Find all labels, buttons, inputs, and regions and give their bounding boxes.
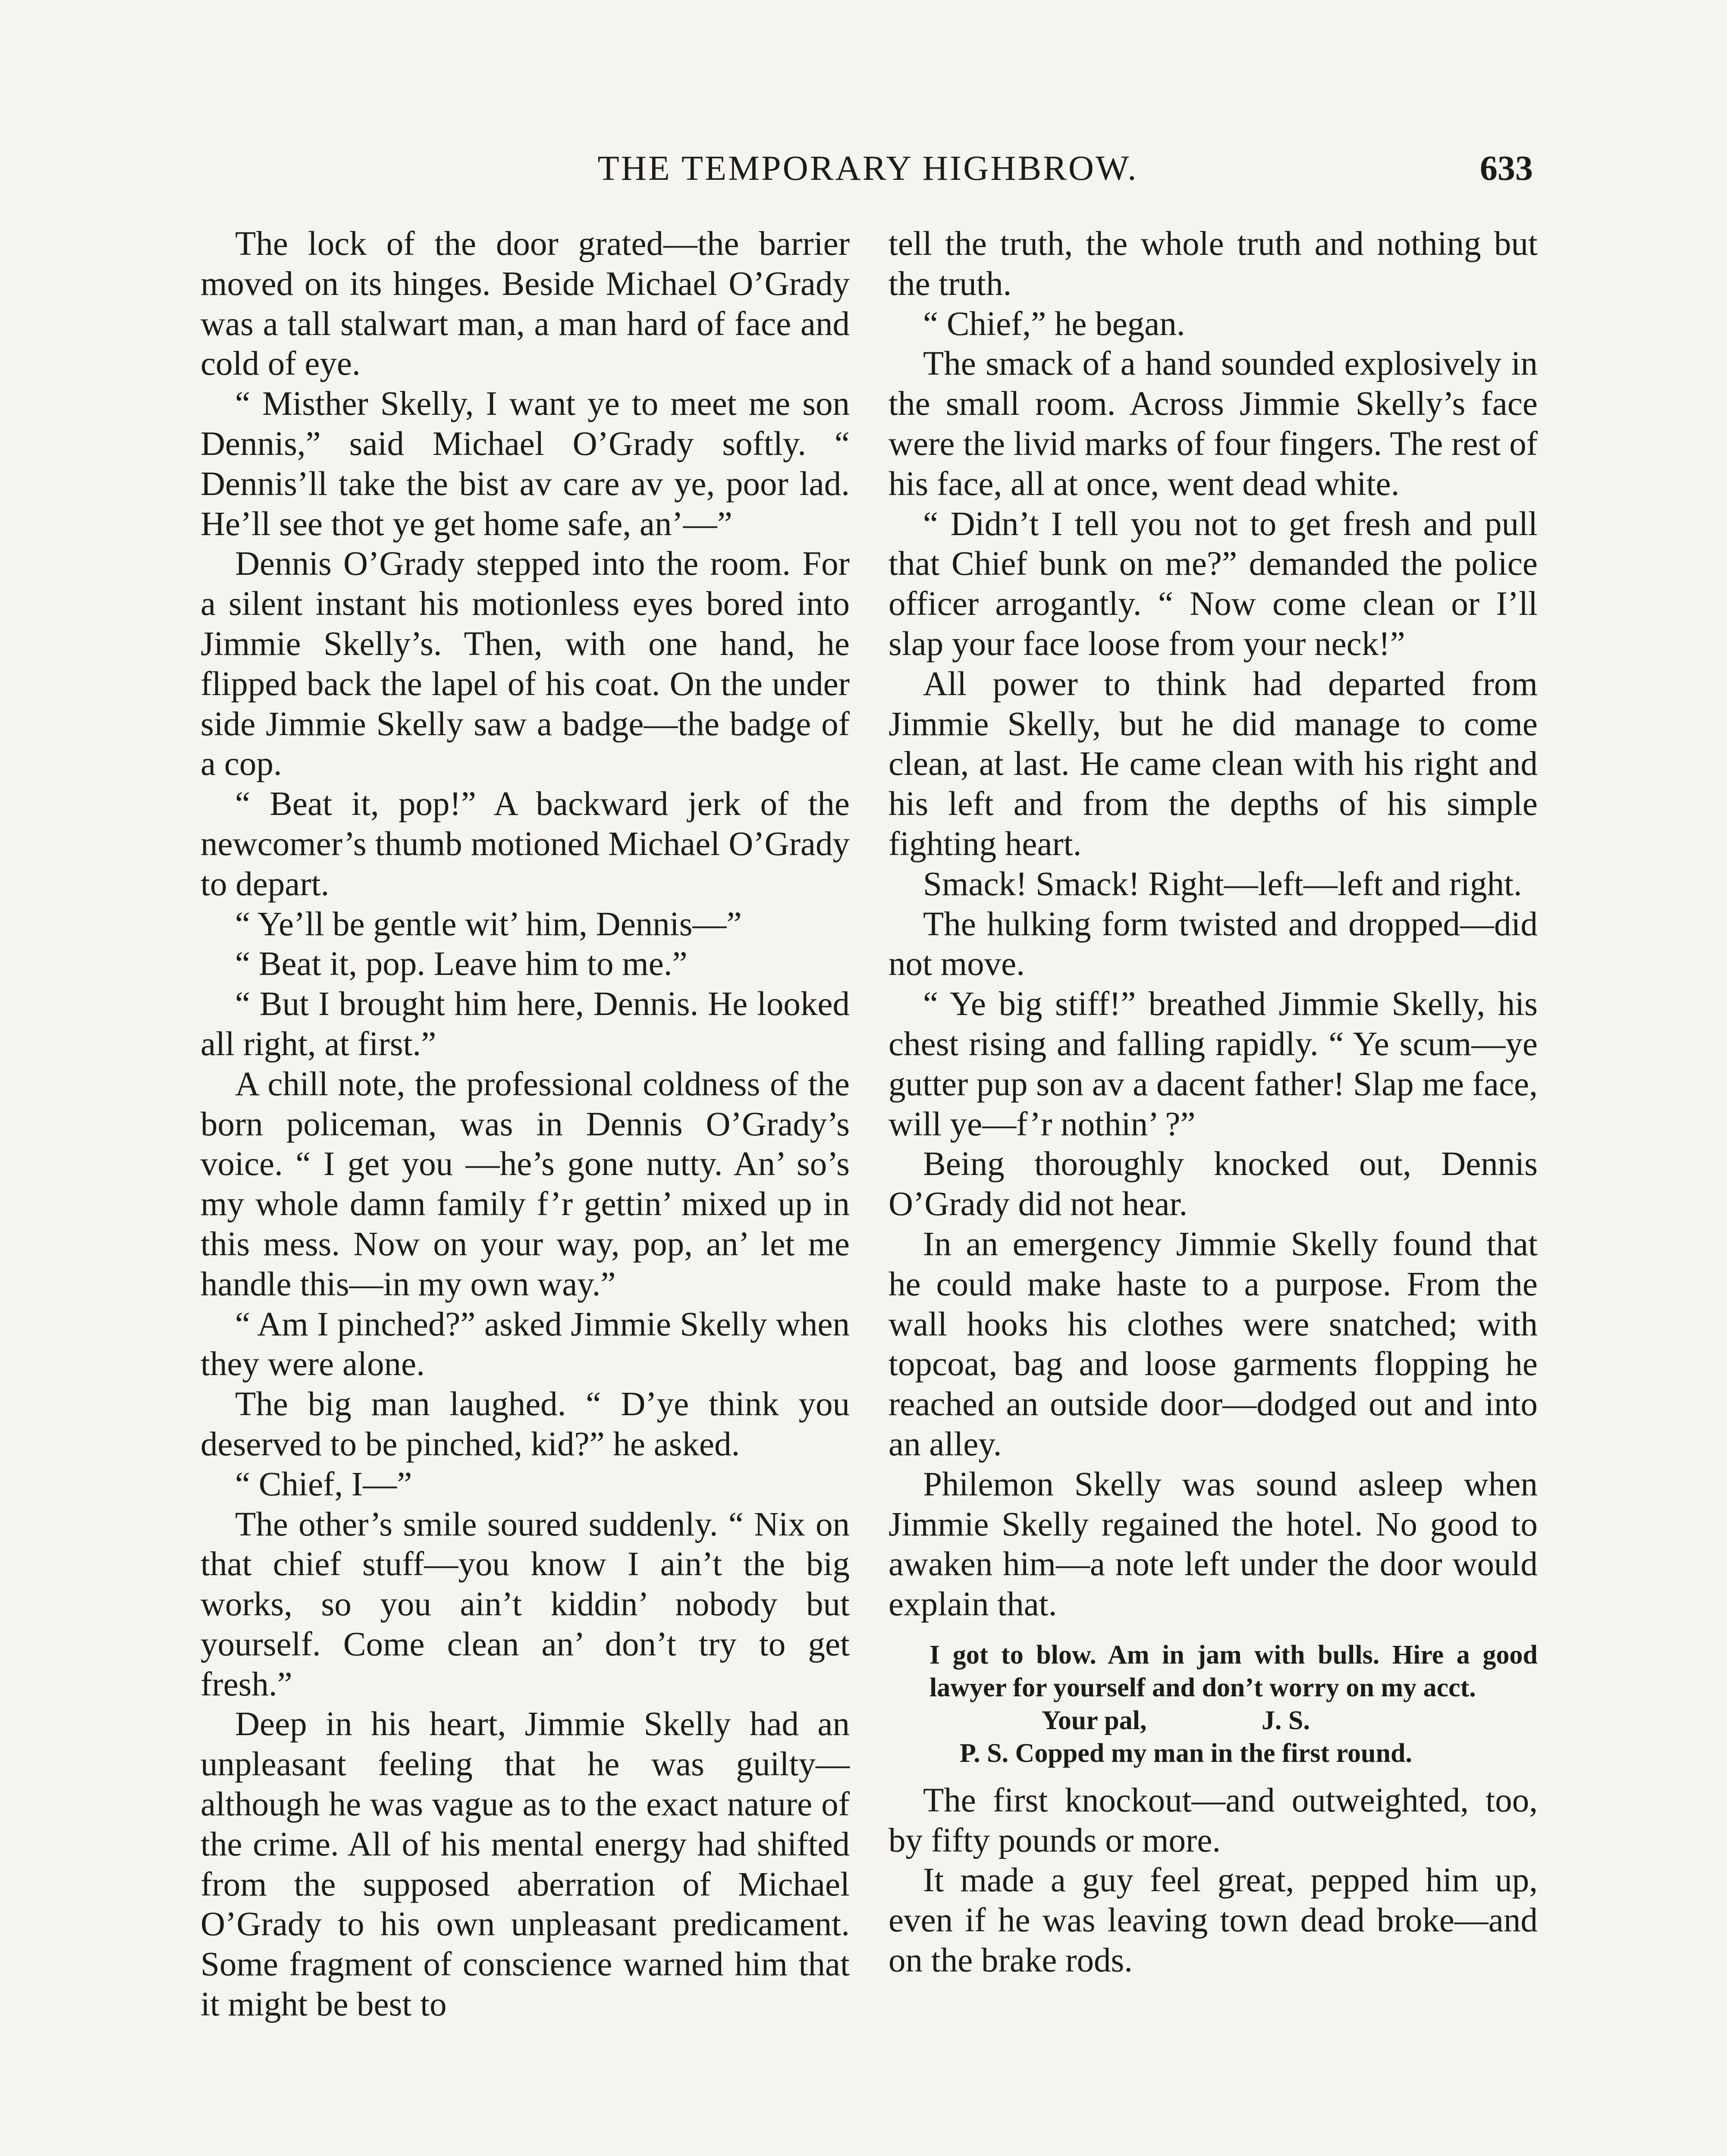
left-column [201, 224, 850, 2025]
running-title: THE TEMPORARY HIGHBROW. [597, 148, 1138, 188]
paragraph: “ Misther Skelly, I want ye to meet me son Dennis,” said Michael O’Grady softly. “ Dennis’ll take the bist av care av ye, poor lad. He’ll see thot ye get home safe, an’—” [201, 385, 850, 543]
paragraph: Being thoroughly knocked out, Dennis O’Grady did not hear. [889, 1145, 1538, 1223]
paragraph: The big man laughed. “ D’ye think you deserved to be pinched, kid?” he asked. [201, 1385, 850, 1463]
paragraph: The hulking form twisted and dropped—did not move. [889, 905, 1538, 983]
note-letter [929, 1639, 1538, 1770]
paragraph: “ Beat it, pop!” A backward jerk of the newcomer’s thumb motioned Michael O’Grady to depart. [201, 785, 850, 903]
note-sign-left: Your pal, [1042, 1705, 1147, 1735]
paragraph: “ Beat it, pop. Leave him to me.” [235, 945, 688, 983]
paragraph: Deep in his heart, Jimmie Skelly had an unpleasant feeling that he was guilty—although he was vague as to the exact nature of the crime. All of his mental energy had shifted from the supposed aberration of Michael O’Grady to his own unpleasant predicament. Some fragment of conscience warned him that it might be best to [201, 1705, 850, 2024]
paragraph: The first knockout—and outweighted, too, by fifty pounds or more. [889, 1781, 1538, 1859]
paragraph: “ Am I pinched?” asked Jimmie Skelly when they were alone. [201, 1305, 850, 1383]
right-column [889, 224, 1538, 2025]
paragraph: The smack of a hand sounded explosively in the small room. Across Jimmie Skelly’s face were the livid marks of four fingers. The rest of his face, all at once, went dead white. [889, 345, 1538, 503]
paragraph: The lock of the door grated—the barrier moved on its hinges. Beside Michael O’Grady was a tall stalwart man, a man hard of face and cold of eye. [201, 225, 850, 383]
paragraph-continued: tell the truth, the whole truth and nothing but the truth. [889, 225, 1538, 303]
paragraph: Dennis O’Grady stepped into the room. For a silent instant his motionless eyes bored into Jimmie Skelly’s. Then, with one hand, he flipped back the lapel of his coat. On the under side Jimmie Skelly saw a badge—the badge of a cop. [201, 545, 850, 783]
note-body: I got to blow. Am in jam with bulls. Hire a good lawyer for yourself and don’t worry on my acct. [929, 1640, 1538, 1702]
note-signoff [929, 1704, 1538, 1737]
paragraph: “ Didn’t I tell you not to get fresh and pull that Chief bunk on me?” demanded the police officer arrogantly. “ Now come clean or I’ll slap your face loose from your neck!” [889, 505, 1538, 663]
page-header [203, 142, 1533, 194]
note-sign-right: J. S. [1262, 1705, 1310, 1735]
page-number: 633 [1480, 148, 1533, 188]
paragraph: The other’s smile soured suddenly. “ Nix on that chief stuff—you know I ain’t the big works, so you ain’t kiddin’ nobody but yourself. Come clean an’ don’t try to get fresh.” [201, 1505, 850, 1703]
paragraph: All power to think had departed from Jimmie Skelly, but he did manage to come clean, at last. He came clean with his right and his left and from the depths of his simple fighting heart. [889, 665, 1538, 863]
paragraph: “ Ye’ll be gentle wit’ him, Dennis—” [235, 905, 742, 943]
paragraph: It made a guy feel great, pepped him up, even if he was leaving town dead broke—and on the brake rods. [889, 1861, 1538, 1980]
paragraph: “ Chief, I—” [235, 1465, 412, 1503]
paragraph: “ Ye big stiff!” breathed Jimmie Skelly, his chest rising and falling rapidly. “ Ye scum—ye gutter pup son av a dacent father! Slap me face, will ye—f’r nothin’ ?” [889, 985, 1538, 1143]
paragraph: “ Chief,” he began. [923, 305, 1185, 343]
paragraph: “ But I brought him here, Dennis. He looked all right, at first.” [201, 985, 850, 1063]
note-postscript: P. S. Copped my man in the first round. [960, 1738, 1413, 1768]
paragraph: Philemon Skelly was sound asleep when Jimmie Skelly regained the hotel. No good to awaken him—a note left under the door would explain that. [889, 1465, 1538, 1623]
paragraph: Smack! Smack! Right—left—left and right. [923, 865, 1522, 903]
text-columns [201, 224, 1538, 2025]
paragraph: In an emergency Jimmie Skelly found that he could make haste to a purpose. From the wall hooks his clothes were snatched; with topcoat, bag and loose garments flopping he reached an outside door—dodged out and into an alley. [889, 1225, 1538, 1463]
paragraph: A chill note, the professional coldness of the born policeman, was in Dennis O’Grady’s voice. “ I get you —he’s gone nutty. An’ so’s my whole damn family f’r gettin’ mixed up in this mess. Now on your way, pop, an’ let me handle this—in my own way.” [201, 1065, 850, 1303]
